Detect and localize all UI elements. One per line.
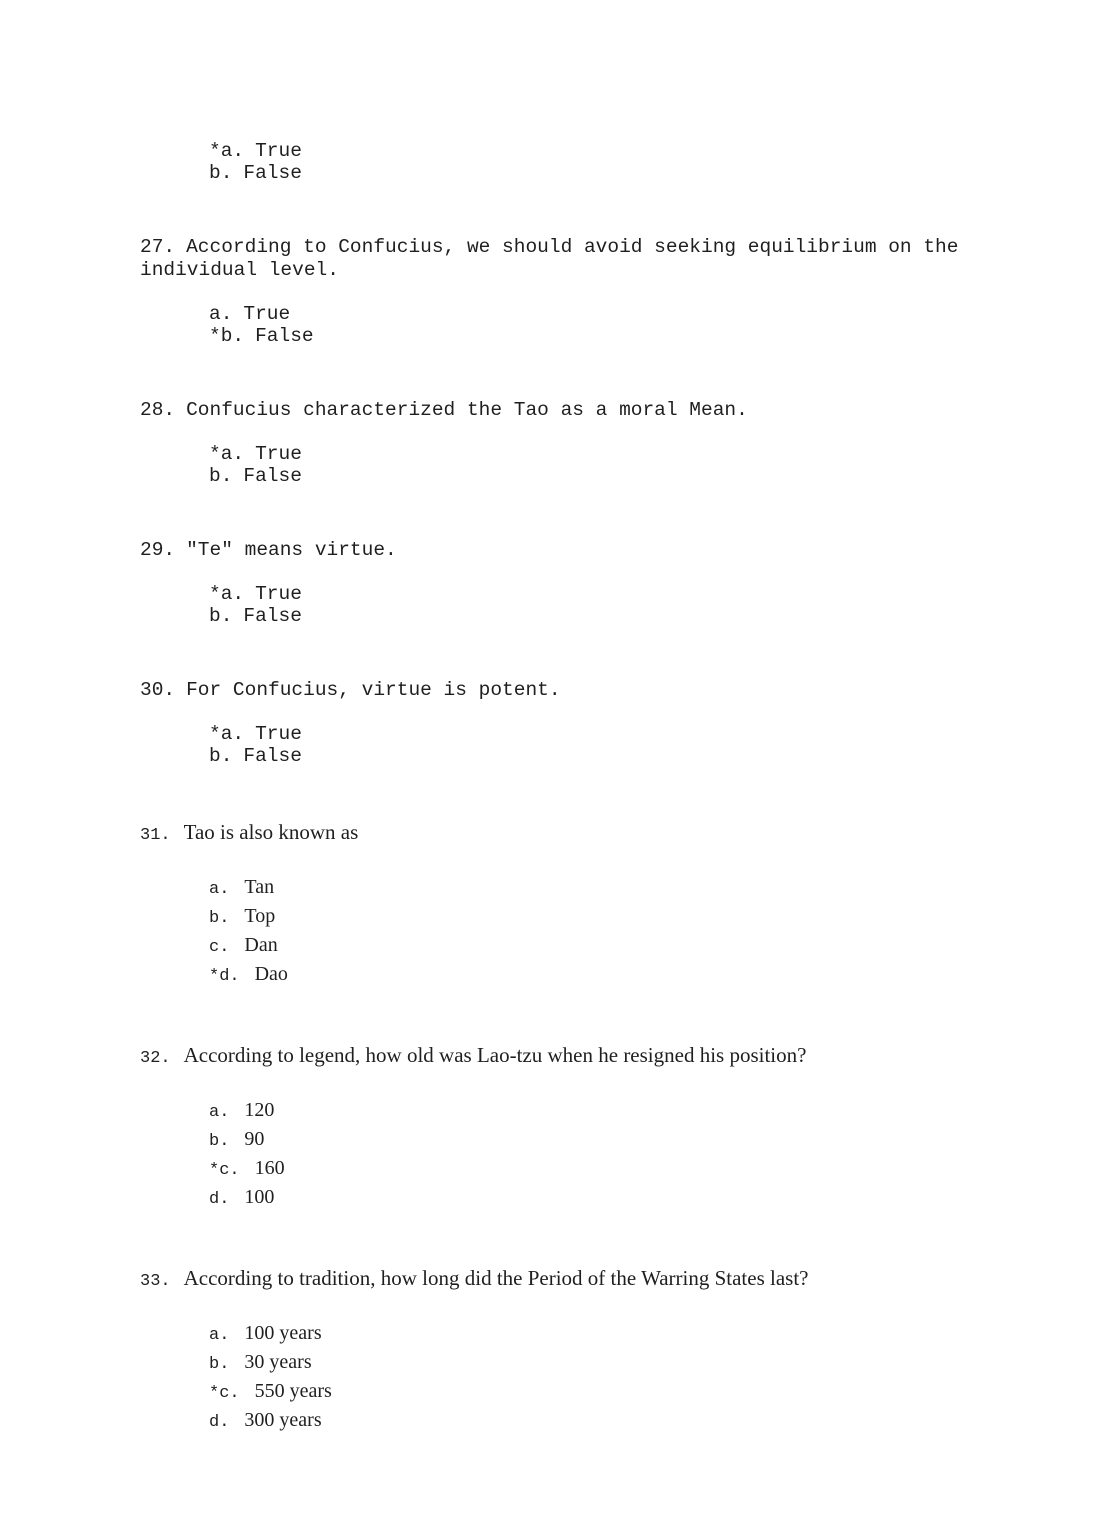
options-list: [140, 140, 980, 184]
answer-option: [209, 1349, 980, 1378]
answer-option: [209, 1097, 980, 1126]
option-value: 300 years: [244, 1409, 322, 1431]
option-letter: b.: [209, 745, 233, 767]
option-value: Top: [244, 905, 276, 927]
option-letter: b.: [209, 465, 233, 487]
question-text-line: [140, 819, 980, 849]
option-value: 30 years: [244, 1351, 312, 1373]
question-text-line: [140, 539, 980, 562]
option-value: False: [243, 465, 302, 487]
question-text: According to tradition, how long did the Period of the Warring States last?: [183, 1266, 809, 1290]
answer-option: [209, 605, 980, 627]
answer-option: [209, 745, 980, 767]
answer-option: [209, 1378, 980, 1407]
option-value: True: [255, 443, 302, 465]
answer-option: [209, 1407, 980, 1436]
answer-option: [209, 1320, 980, 1349]
answer-option: [209, 443, 980, 465]
answer-option: [209, 1126, 980, 1155]
answer-option: [209, 723, 980, 745]
option-value: False: [243, 162, 302, 184]
question-number: 30.: [140, 679, 176, 701]
answer-option: [209, 1184, 980, 1213]
option-value: Tan: [244, 876, 275, 898]
question-32: [140, 1042, 980, 1213]
option-value: False: [255, 325, 314, 347]
answer-option: [209, 903, 980, 932]
question-text-line: [140, 1265, 980, 1295]
question-31: [140, 819, 980, 990]
option-letter: b.: [209, 909, 230, 928]
question-30: [140, 679, 980, 767]
option-letter: b.: [209, 1355, 230, 1374]
options-list: [140, 583, 980, 627]
options-list: [140, 1320, 980, 1436]
option-value: True: [255, 140, 302, 162]
question-number: 32.: [140, 1049, 171, 1068]
question-27: [140, 236, 980, 347]
answer-option: [209, 303, 980, 325]
answer-option: [209, 583, 980, 605]
option-letter: c.: [209, 938, 230, 957]
question-text: "Te" means virtue.: [186, 539, 397, 561]
question-text-line: [140, 679, 980, 702]
option-value: 120: [244, 1099, 275, 1121]
options-list: [140, 443, 980, 487]
option-letter: b.: [209, 605, 233, 627]
question-text: Tao is also known as: [183, 820, 359, 844]
answer-option: [209, 932, 980, 961]
option-value: 100 years: [244, 1322, 322, 1344]
answer-option: [209, 465, 980, 487]
option-value: 90: [244, 1128, 265, 1150]
option-value: Dao: [254, 963, 288, 985]
option-value: 100: [244, 1186, 275, 1208]
option-letter: *b.: [209, 325, 245, 347]
option-letter: b.: [209, 162, 233, 184]
carryover-options-block: [140, 140, 980, 184]
question-text-line: [140, 399, 980, 422]
option-value: True: [243, 303, 291, 325]
option-letter: *a.: [209, 583, 245, 605]
option-letter: a.: [209, 880, 230, 899]
question-29: [140, 539, 980, 627]
options-list: [140, 1097, 980, 1213]
option-letter: a.: [209, 303, 233, 325]
options-list: [140, 723, 980, 767]
option-value: True: [255, 723, 302, 745]
option-letter: *a.: [209, 140, 245, 162]
question-text: For Confucius, virtue is potent.: [186, 679, 561, 701]
option-letter: *a.: [209, 723, 245, 745]
option-letter: *d.: [209, 967, 240, 986]
answer-option: [209, 162, 980, 184]
option-value: True: [255, 583, 302, 605]
option-letter: *a.: [209, 443, 245, 465]
question-number: 29.: [140, 539, 176, 561]
options-list: [140, 303, 980, 347]
option-letter: a.: [209, 1326, 230, 1345]
question-28: [140, 399, 980, 487]
question-text-line: [140, 236, 980, 282]
question-33: [140, 1265, 980, 1436]
option-letter: d.: [209, 1413, 230, 1432]
question-text-line: [140, 1042, 980, 1072]
answer-option: [209, 1155, 980, 1184]
answer-option: [209, 325, 980, 347]
option-value: Dan: [244, 934, 278, 956]
answer-option: [209, 961, 980, 990]
question-text: According to Confucius, we should avoid seeking equilibrium on the individual level.: [140, 236, 959, 281]
option-letter: *c.: [209, 1384, 240, 1403]
option-letter: b.: [209, 1132, 230, 1151]
option-value: 160: [254, 1157, 285, 1179]
answer-option: [209, 874, 980, 903]
option-value: 550 years: [254, 1380, 332, 1402]
question-number: 27.: [140, 236, 176, 258]
question-number: 31.: [140, 826, 171, 845]
question-number: 28.: [140, 399, 176, 421]
option-letter: d.: [209, 1190, 230, 1209]
option-letter: a.: [209, 1103, 230, 1122]
question-number: 33.: [140, 1272, 171, 1291]
option-value: False: [243, 605, 302, 627]
question-text: Confucius characterized the Tao as a moral Mean.: [186, 399, 748, 421]
question-text: According to legend, how old was Lao-tzu when he resigned his position?: [183, 1043, 807, 1067]
options-list: [140, 874, 980, 990]
option-letter: *c.: [209, 1161, 240, 1180]
answer-option: [209, 140, 980, 162]
option-value: False: [243, 745, 302, 767]
